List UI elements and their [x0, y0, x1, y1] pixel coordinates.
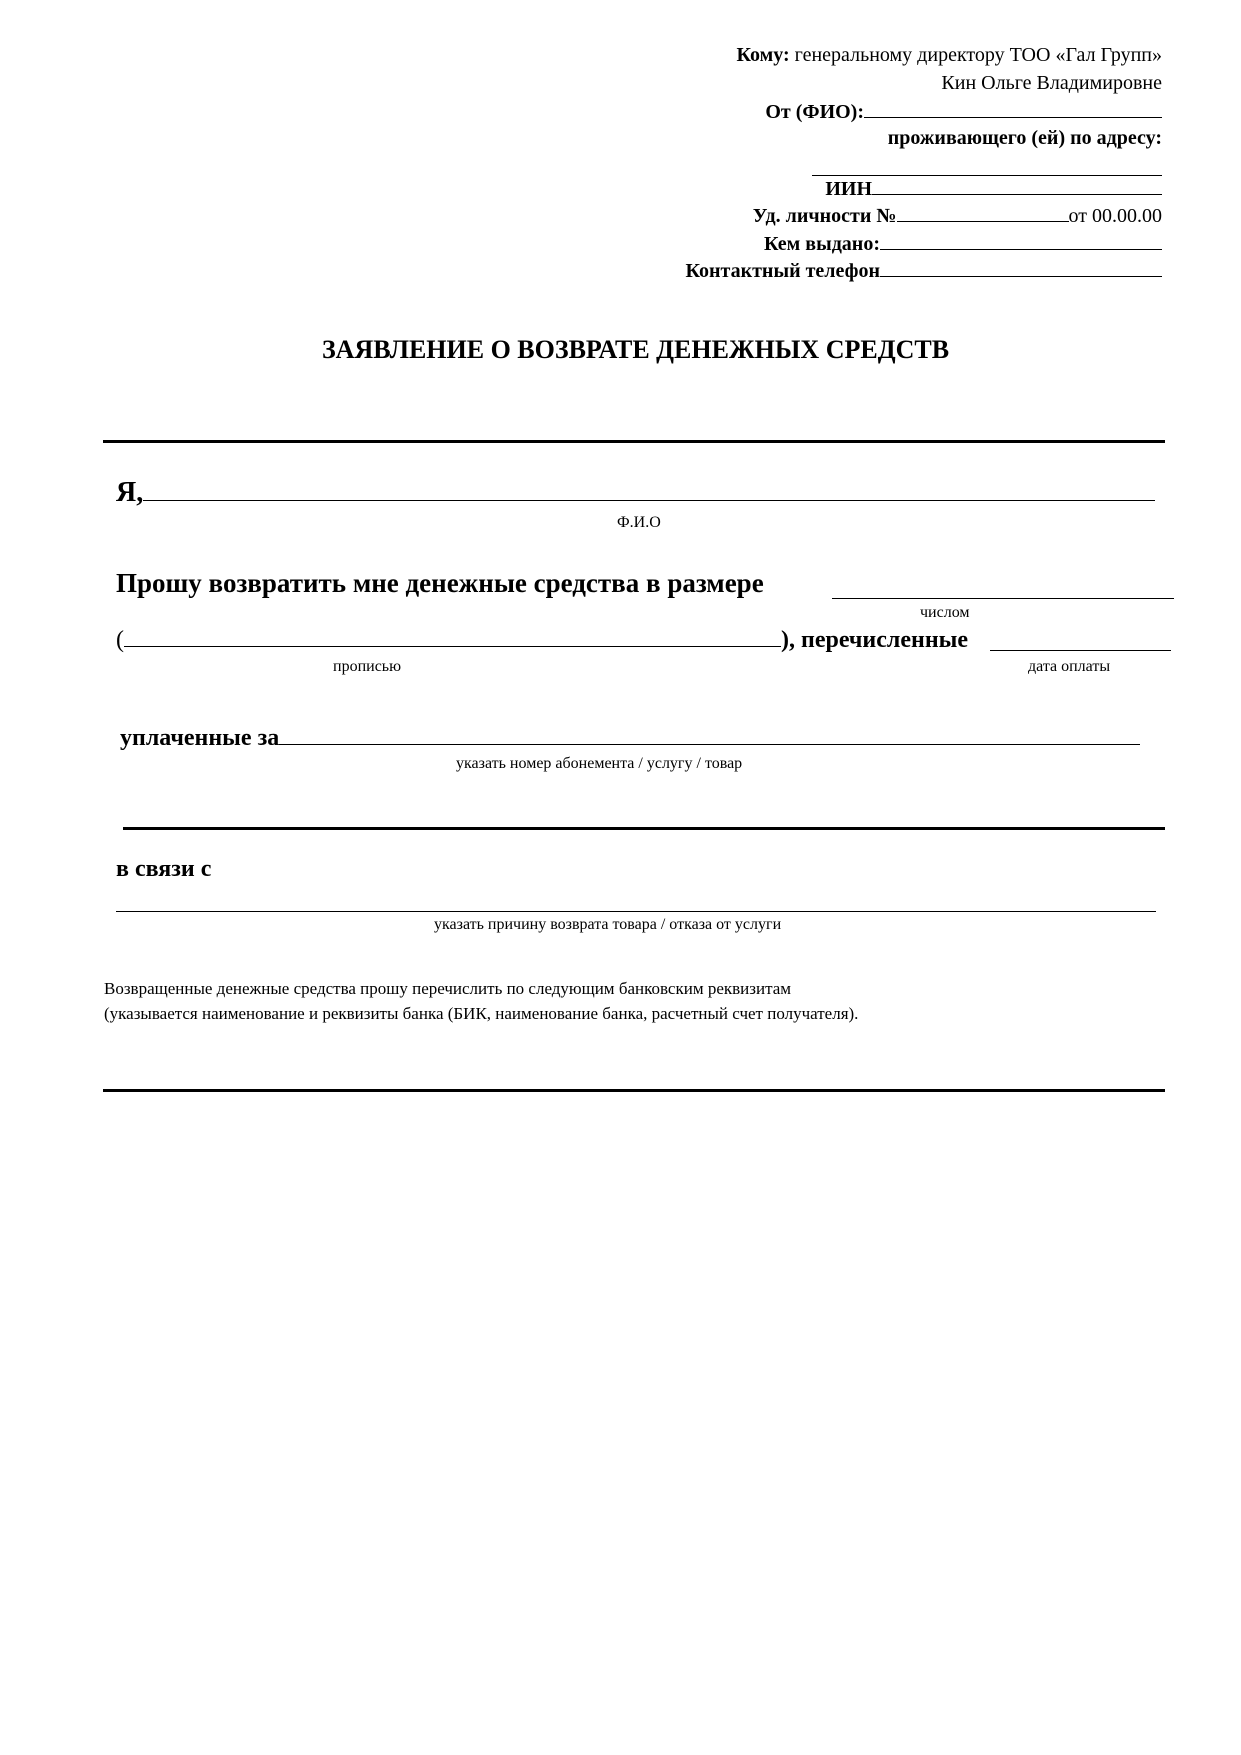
fio-field[interactable] — [143, 476, 1155, 501]
issued-line — [764, 231, 1162, 256]
payment-date-field[interactable] — [990, 650, 1171, 651]
iin-field[interactable] — [872, 176, 1162, 195]
iin-label: ИИН — [825, 178, 872, 200]
issued-label: Кем выдано: — [764, 233, 880, 255]
ya-label: Я, — [116, 477, 144, 508]
paid-for-caption: указать номер абонемента / услугу / товар — [456, 755, 743, 772]
phone-line — [685, 258, 1162, 283]
paid-for-line — [120, 724, 1140, 752]
issued-field[interactable] — [880, 231, 1162, 250]
address-label: проживающего (ей) по адресу: — [887, 127, 1162, 149]
request-text: Прошу возвратить мне денежные средства в размере — [116, 568, 764, 598]
bottom-rule — [103, 1089, 1165, 1092]
to-line — [737, 44, 1163, 67]
middle-rule — [123, 827, 1165, 830]
document-title: ЗАЯВЛЕНИЕ О ВОЗВРАТЕ ДЕНЕЖНЫХ СРЕДСТВ — [321, 335, 950, 364]
amount-words-field[interactable] — [124, 626, 781, 647]
fio-caption: Ф.И.О — [617, 514, 661, 531]
iin-line — [825, 176, 1162, 201]
reason-caption: указать причину возврата товара / отказа от услуги — [434, 916, 782, 933]
paid-for-field[interactable] — [279, 724, 1140, 745]
ya-line — [116, 476, 1155, 509]
date-caption: дата оплаты — [1028, 658, 1111, 675]
phone-field[interactable] — [880, 258, 1162, 277]
id-label: Уд. личности № — [752, 205, 897, 227]
amount-digits-field[interactable] — [832, 598, 1174, 599]
paid-for-label: уплаченные за — [120, 725, 280, 751]
bank-text-line2: (указывается наименование и реквизиты банка (БИК, наименование банка, расчетный счет получателя). — [104, 1004, 859, 1023]
id-date: от 00.00.00 — [1068, 205, 1162, 227]
digits-caption: числом — [920, 604, 970, 621]
id-line — [753, 203, 1162, 228]
bank-text-line1: Возвращенные денежные средства прошу перечислить по следующим банковским реквизитам — [104, 979, 792, 998]
words-caption: прописью — [333, 658, 402, 675]
open-paren: ( — [116, 627, 124, 653]
to-name: Кин Ольге Владимировне — [941, 72, 1162, 94]
from-field[interactable] — [864, 99, 1162, 118]
reason-field[interactable] — [116, 911, 1156, 912]
from-label: От (ФИО): — [765, 101, 864, 123]
id-number-field[interactable] — [897, 203, 1069, 222]
reason-label: в связи с — [116, 856, 212, 882]
to-value: генеральному директору ТОО «Гал Групп» — [794, 44, 1162, 66]
from-line — [765, 99, 1162, 124]
top-rule — [103, 440, 1165, 443]
to-label: Кому: — [736, 44, 790, 66]
amount-words-line — [116, 626, 968, 654]
close-paren-label: ), перечисленные — [781, 627, 969, 653]
phone-label: Контактный телефон — [685, 260, 880, 282]
